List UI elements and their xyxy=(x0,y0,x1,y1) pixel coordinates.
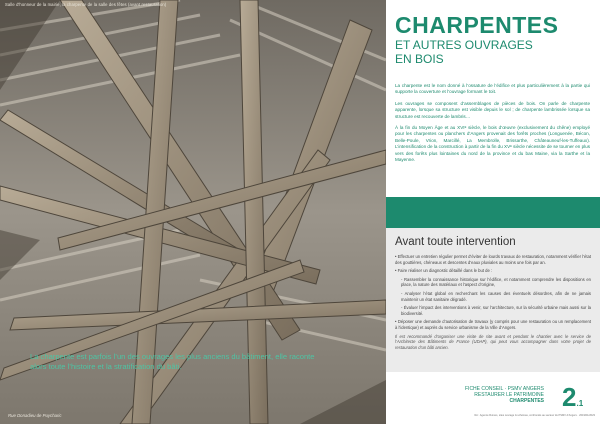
fiche-number-suffix: .1 xyxy=(576,399,584,408)
section-heading: Avant toute intervention xyxy=(395,236,516,248)
intro-paragraph: Les ouvrages se composent d’assemblages de pièces de bois. On parle de charpente apparente, lorsque sa structure est visible depuis le sol ; de charpente lambrissée lorsque sa structure est recouverte de lambris… xyxy=(395,100,590,119)
bullet-item: • Déposer une demande d’autorisation de travaux (y compris pour une restauration ou un remplacement à l’identique) et auprès du service urbanisme de la Ville d’Angers. xyxy=(395,319,591,330)
recommendation-note: Il est recommandé d’organiser une visite de site avant et pendant le chantier avec le service de l’Architecte des Bâtiments de France (UDAP), qui peut vous accompagner dans votre projet de restauration d’un bâti ancien. xyxy=(395,333,591,350)
intro-text xyxy=(395,83,590,168)
credit-line: Ré : Agence Ruines, sites ouvrage & schémas, confrontés au secteur du PSMV d’Angers · 2019/01/2023 xyxy=(474,414,595,417)
subtitle-line-2: EN BOIS xyxy=(395,52,444,66)
fiche-label: RESTAURER LE PATRIMOINE xyxy=(474,392,544,399)
fiche-topic: CHARPENTES xyxy=(509,398,544,405)
section-body xyxy=(395,254,591,353)
photo-top-caption: Salle d'honneur de la mairie, la charpente de la salle des fêtes (avant restauration) xyxy=(5,2,167,7)
photo-credit: Rue Donadieu de Puycharic xyxy=(8,413,62,418)
fiche-label: FICHE CONSEIL · PSMV ANGERS xyxy=(465,386,544,392)
bullet-item: • Effectuer un entretien régulier permet d’éviter de lourds travaux de restauration, notamment vérifier l’état des gouttières, chéneaux et descentes d’eaux pluviales au moins une fois par an. xyxy=(395,254,591,265)
intro-paragraph: À la fin du Moyen Âge et au XVIᵉ siècle, le bois d’œuvre (exclusivement du chêne) employé pour les charpentes ou planchers d’Angers provenait des forêts proches (Longuenée, Bécon, Belle-Poule, Vrion, Marcillé, La Membrolle, Brissarthe, Châteauneuf-les-Tuffeaux). L’intensification de la construction à partir de la fin du XVᵉ siècle nécessite de se tourner en plus vers des forêts plus lointaines du nord de la province et du bas Maine, via la Sarthe et la Mayenne. xyxy=(395,125,591,163)
fiche-labels xyxy=(424,386,544,405)
fiche-number xyxy=(562,382,583,413)
sub-item: - Évaluer l’impact des interventions à venir, sur l’architecture, sur la sécurité urbaine mais aussi sur la biodiversité. xyxy=(401,305,591,316)
bullet-item: • Faire réaliser un diagnostic détaillé dans le but de : xyxy=(395,268,493,274)
page-subtitle xyxy=(395,38,585,66)
page-title: CHARPENTES xyxy=(395,12,559,38)
subtitle-line-1: ET AUTRES OUVRAGES xyxy=(395,38,533,52)
photo-quote: La charpente est parfois l’un des ouvrages les plus anciens du bâtiment, elle raconte alors toute l’histoire et la stratification du bâti. xyxy=(30,352,315,371)
sub-item: - Analyser l’état global en recherchant les causes des éventuels désordres, afin de ne jamais maintenir un état sanitaire dégradé. xyxy=(401,290,591,302)
accent-strip xyxy=(386,197,600,228)
text-panel xyxy=(386,0,600,424)
sub-item: - Rassembler la connaissance historique sur l’édifice, et notamment comprendre les dispositions en place, la nature des matériaux et l’aspect d’origine, xyxy=(401,276,591,288)
fiche-number-main: 2 xyxy=(562,382,577,412)
intro-paragraph: La charpente est le nom donné à l’ossature de l’édifice et plus particulièrement à la partie qui supporte la couverture et l’ouvrage formant le toit. xyxy=(395,83,590,95)
